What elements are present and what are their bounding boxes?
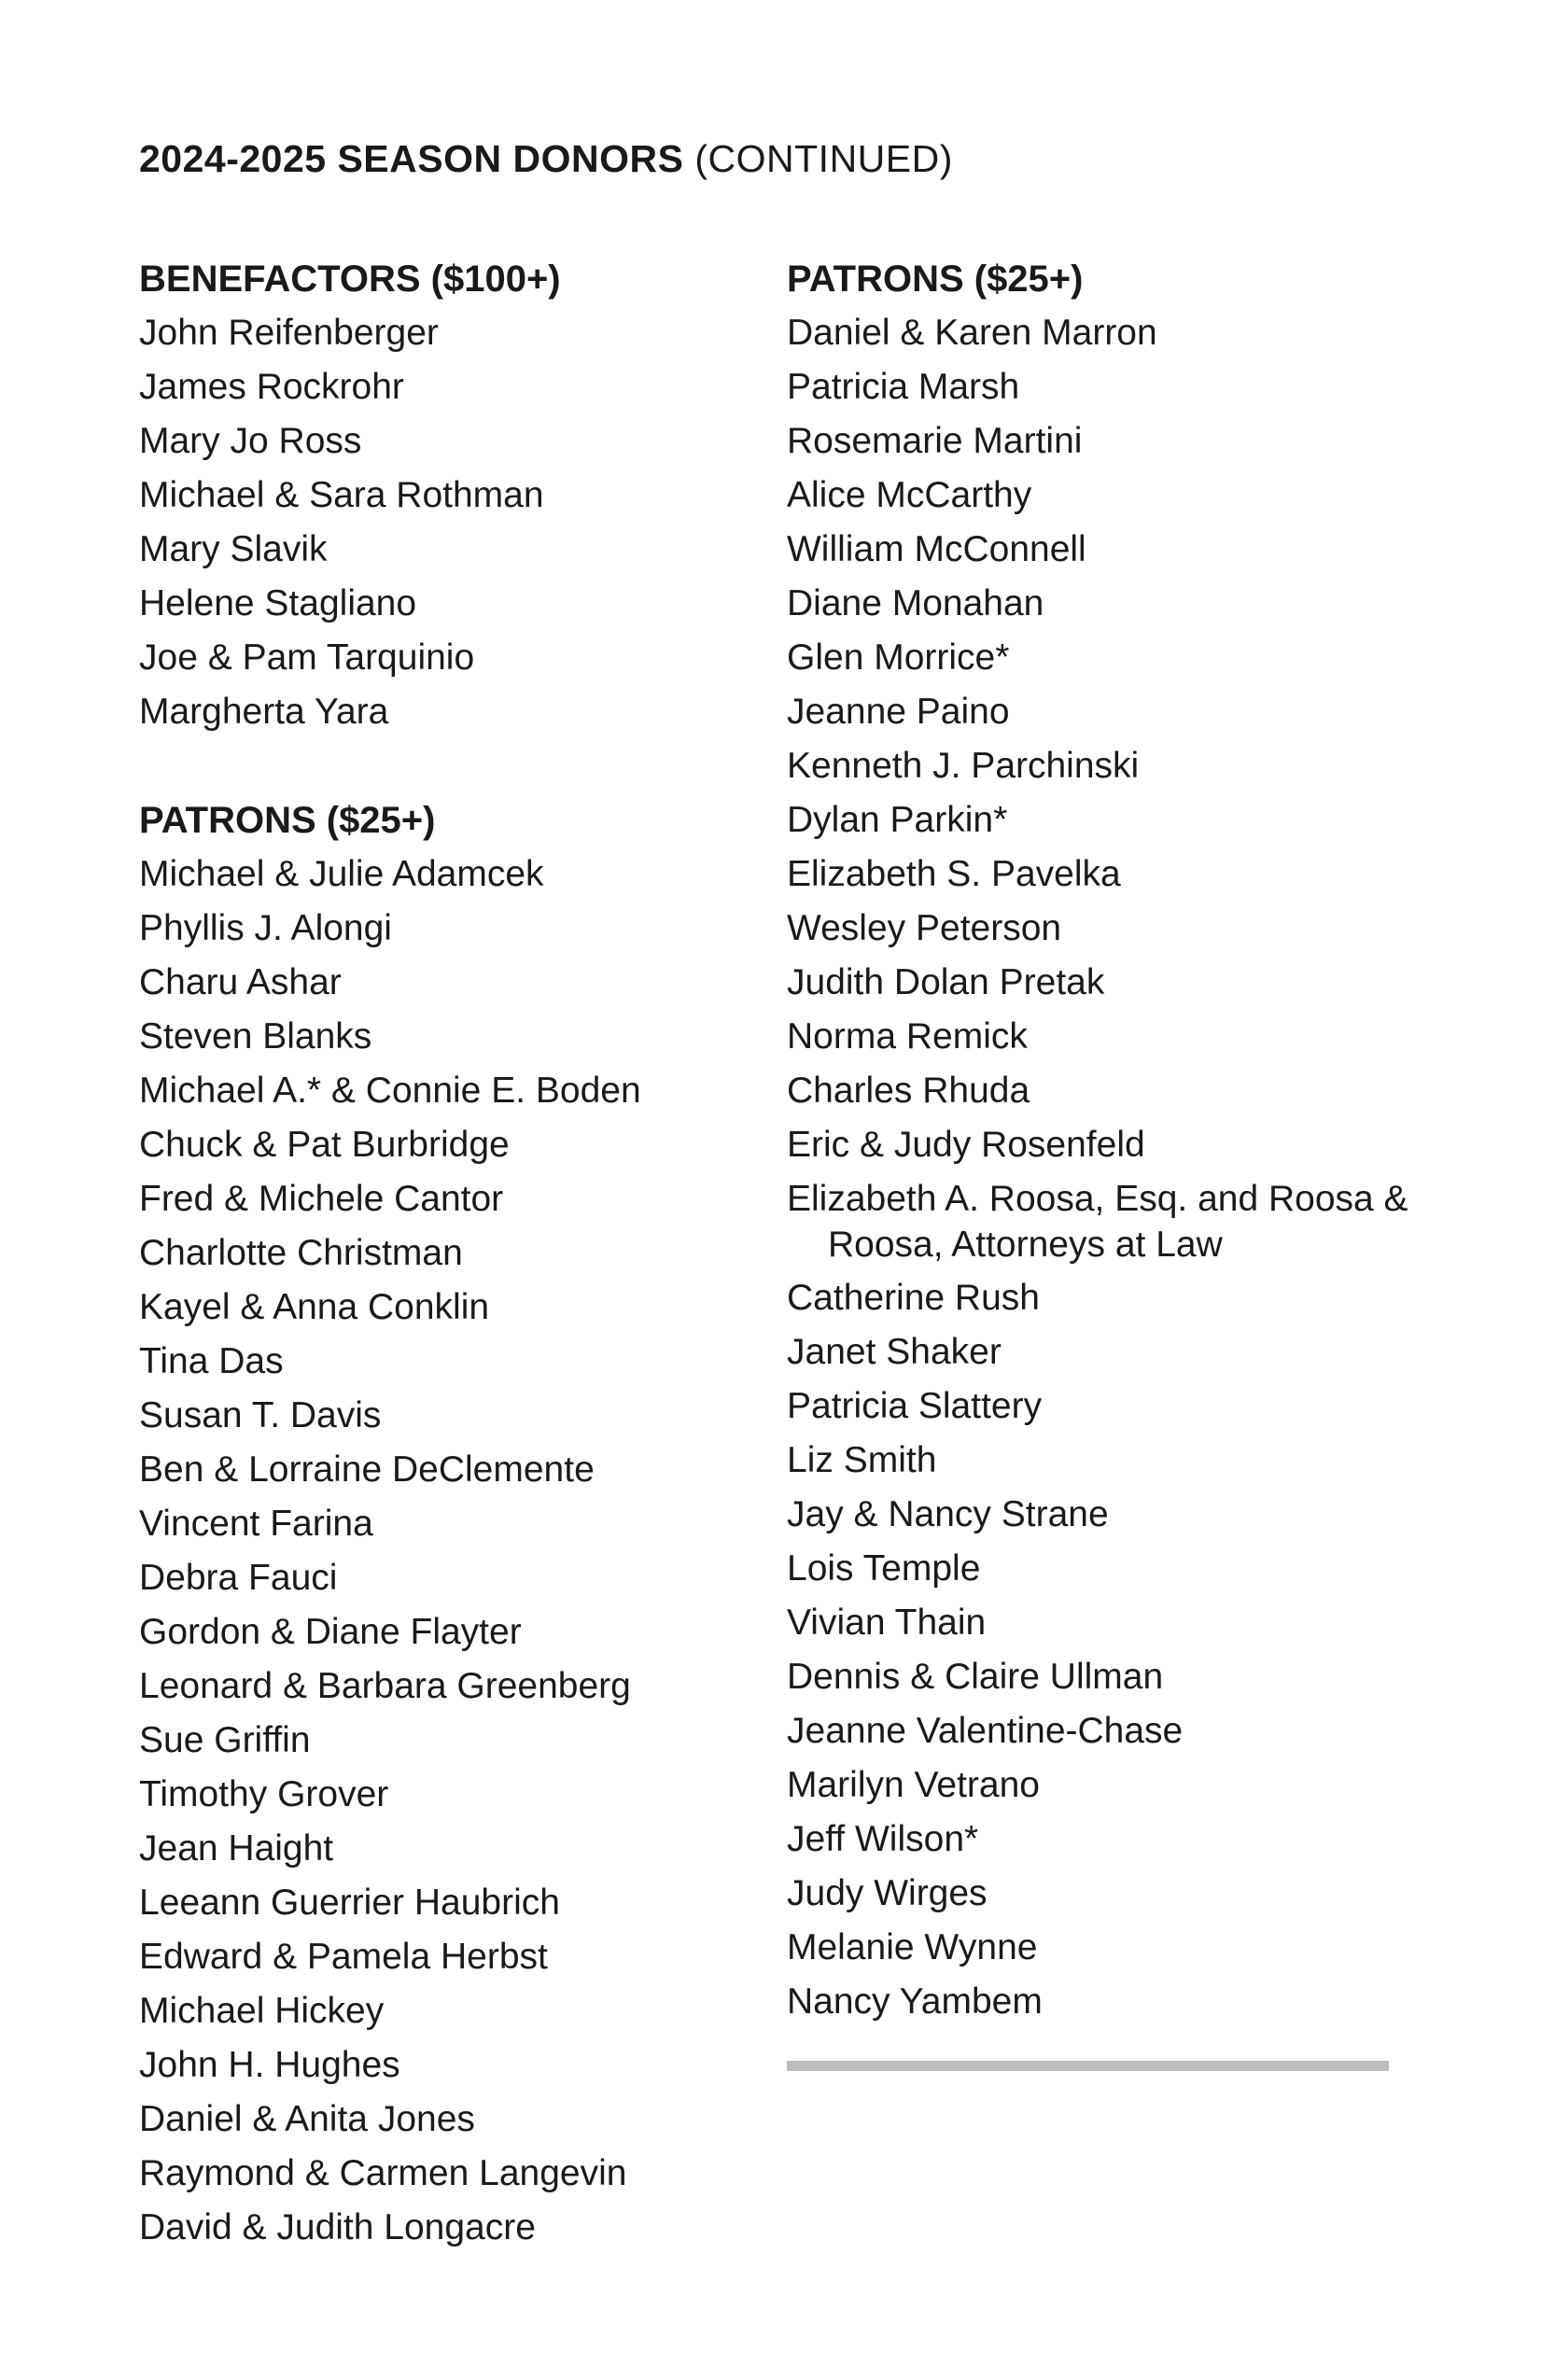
patrons-heading-left: PATRONS ($25+) — [139, 800, 436, 841]
donor-name: Dylan Parkin* — [787, 800, 1008, 840]
donor-name: Judith Dolan Pretak — [787, 962, 1105, 1002]
donor-name: Charlotte Christman — [139, 1233, 463, 1273]
donor-name: David & Judith Longacre — [139, 2207, 536, 2247]
donor-name: John Reifenberger — [139, 313, 439, 353]
donor-name: Fred & Michele Cantor — [139, 1179, 504, 1219]
donor-name: Eric & Judy Rosenfeld — [787, 1125, 1145, 1165]
patrons-list-right — [787, 306, 1431, 2029]
donor-name: Margherta Yara — [139, 692, 389, 732]
donor-name: Elizabeth A. Roosa, Esq. and Roosa & Roosa, Attorneys at Law — [787, 1179, 1408, 1265]
donor-name: Vincent Farina — [139, 1504, 373, 1544]
donor-name: Ben & Lorraine DeClemente — [139, 1449, 595, 1490]
donor-name: Charles Rhuda — [787, 1071, 1030, 1111]
donor-name: Marilyn Vetrano — [787, 1765, 1040, 1805]
donor-name: Leonard & Barbara Greenberg — [139, 1666, 631, 1706]
donor-name: Kayel & Anna Conklin — [139, 1287, 490, 1327]
donor-name: Sue Griffin — [139, 1720, 311, 1760]
donor-name: Helene Stagliano — [139, 583, 417, 623]
donor-name: Nancy Yambem — [787, 1981, 1043, 2022]
donor-name: Joe & Pam Tarquinio — [139, 637, 475, 678]
donor-name: Liz Smith — [787, 1440, 937, 1480]
donor-name: William McConnell — [787, 529, 1086, 569]
donor-name: Wesley Peterson — [787, 908, 1062, 948]
donor-name: Dennis & Claire Ullman — [787, 1657, 1164, 1697]
donor-name: Timothy Grover — [139, 1774, 389, 1814]
donor-name: Michael & Julie Adamcek — [139, 854, 544, 894]
donor-name: Tina Das — [139, 1341, 284, 1381]
donor-name: Chuck & Pat Burbridge — [139, 1125, 510, 1165]
donor-name: Daniel & Karen Marron — [787, 313, 1157, 353]
donor-name: Jean Haight — [139, 1828, 334, 1869]
donor-name: Vivian Thain — [787, 1603, 987, 1643]
donor-name: Jay & Nancy Strane — [787, 1494, 1109, 1534]
donor-name: Debra Fauci — [139, 1558, 338, 1598]
donor-name: Glen Morrice* — [787, 637, 1010, 678]
page-title — [139, 137, 953, 181]
donor-name: Phyllis J. Alongi — [139, 908, 392, 948]
donor-name: Jeanne Valentine-Chase — [787, 1711, 1184, 1751]
donor-name: James Rockrohr — [139, 367, 404, 407]
donor-name: Diane Monahan — [787, 583, 1044, 623]
donor-name: Leeann Guerrier Haubrich — [139, 1883, 560, 1923]
benefactors-heading: BENEFACTORS ($100+) — [139, 259, 561, 300]
donor-name: Raymond & Carmen Langevin — [139, 2153, 627, 2193]
donor-name: Mary Jo Ross — [139, 421, 362, 461]
donor-name: Jeanne Paino — [787, 692, 1010, 732]
page-title-suffix: (CONTINUED) — [694, 137, 953, 180]
donor-name: Patricia Marsh — [787, 367, 1020, 407]
donor-name: Melanie Wynne — [787, 1927, 1038, 1967]
donor-name: Mary Slavik — [139, 529, 328, 569]
section-gap — [139, 739, 746, 793]
donor-name: Norma Remick — [787, 1016, 1028, 1057]
donor-name: Charu Ashar — [139, 962, 342, 1002]
divider-rule — [787, 2061, 1389, 2071]
benefactors-list — [139, 306, 746, 739]
donor-name: Patricia Slattery — [787, 1386, 1043, 1426]
donor-name: John H. Hughes — [139, 2045, 400, 2085]
donor-name: Susan T. Davis — [139, 1395, 382, 1435]
donor-name: Edward & Pamela Herbst — [139, 1937, 548, 1977]
patrons-heading-right: PATRONS ($25+) — [787, 259, 1084, 300]
donor-name: Michael & Sara Rothman — [139, 475, 544, 515]
donor-name: Jeff Wilson* — [787, 1819, 979, 1859]
patrons-list-left — [139, 847, 746, 2255]
donor-name: Kenneth J. Parchinski — [787, 746, 1140, 786]
donor-name: Catherine Rush — [787, 1278, 1040, 1318]
donor-name: Janet Shaker — [787, 1332, 1002, 1372]
donor-name: Lois Temple — [787, 1548, 981, 1589]
donor-name: Gordon & Diane Flayter — [139, 1612, 522, 1652]
donor-name: Michael A.* & Connie E. Boden — [139, 1071, 641, 1111]
donor-name: Michael Hickey — [139, 1991, 385, 2031]
page-title-main: 2024-2025 SEASON DONORS — [139, 137, 684, 180]
right-column — [787, 252, 1431, 2029]
donor-name: Elizabeth S. Pavelka — [787, 854, 1121, 894]
donor-name: Alice McCarthy — [787, 475, 1032, 515]
donor-name: Daniel & Anita Jones — [139, 2099, 475, 2139]
left-column — [139, 252, 746, 2255]
donor-name: Steven Blanks — [139, 1016, 372, 1057]
donor-name: Rosemarie Martini — [787, 421, 1083, 461]
donor-name: Judy Wirges — [787, 1873, 988, 1913]
